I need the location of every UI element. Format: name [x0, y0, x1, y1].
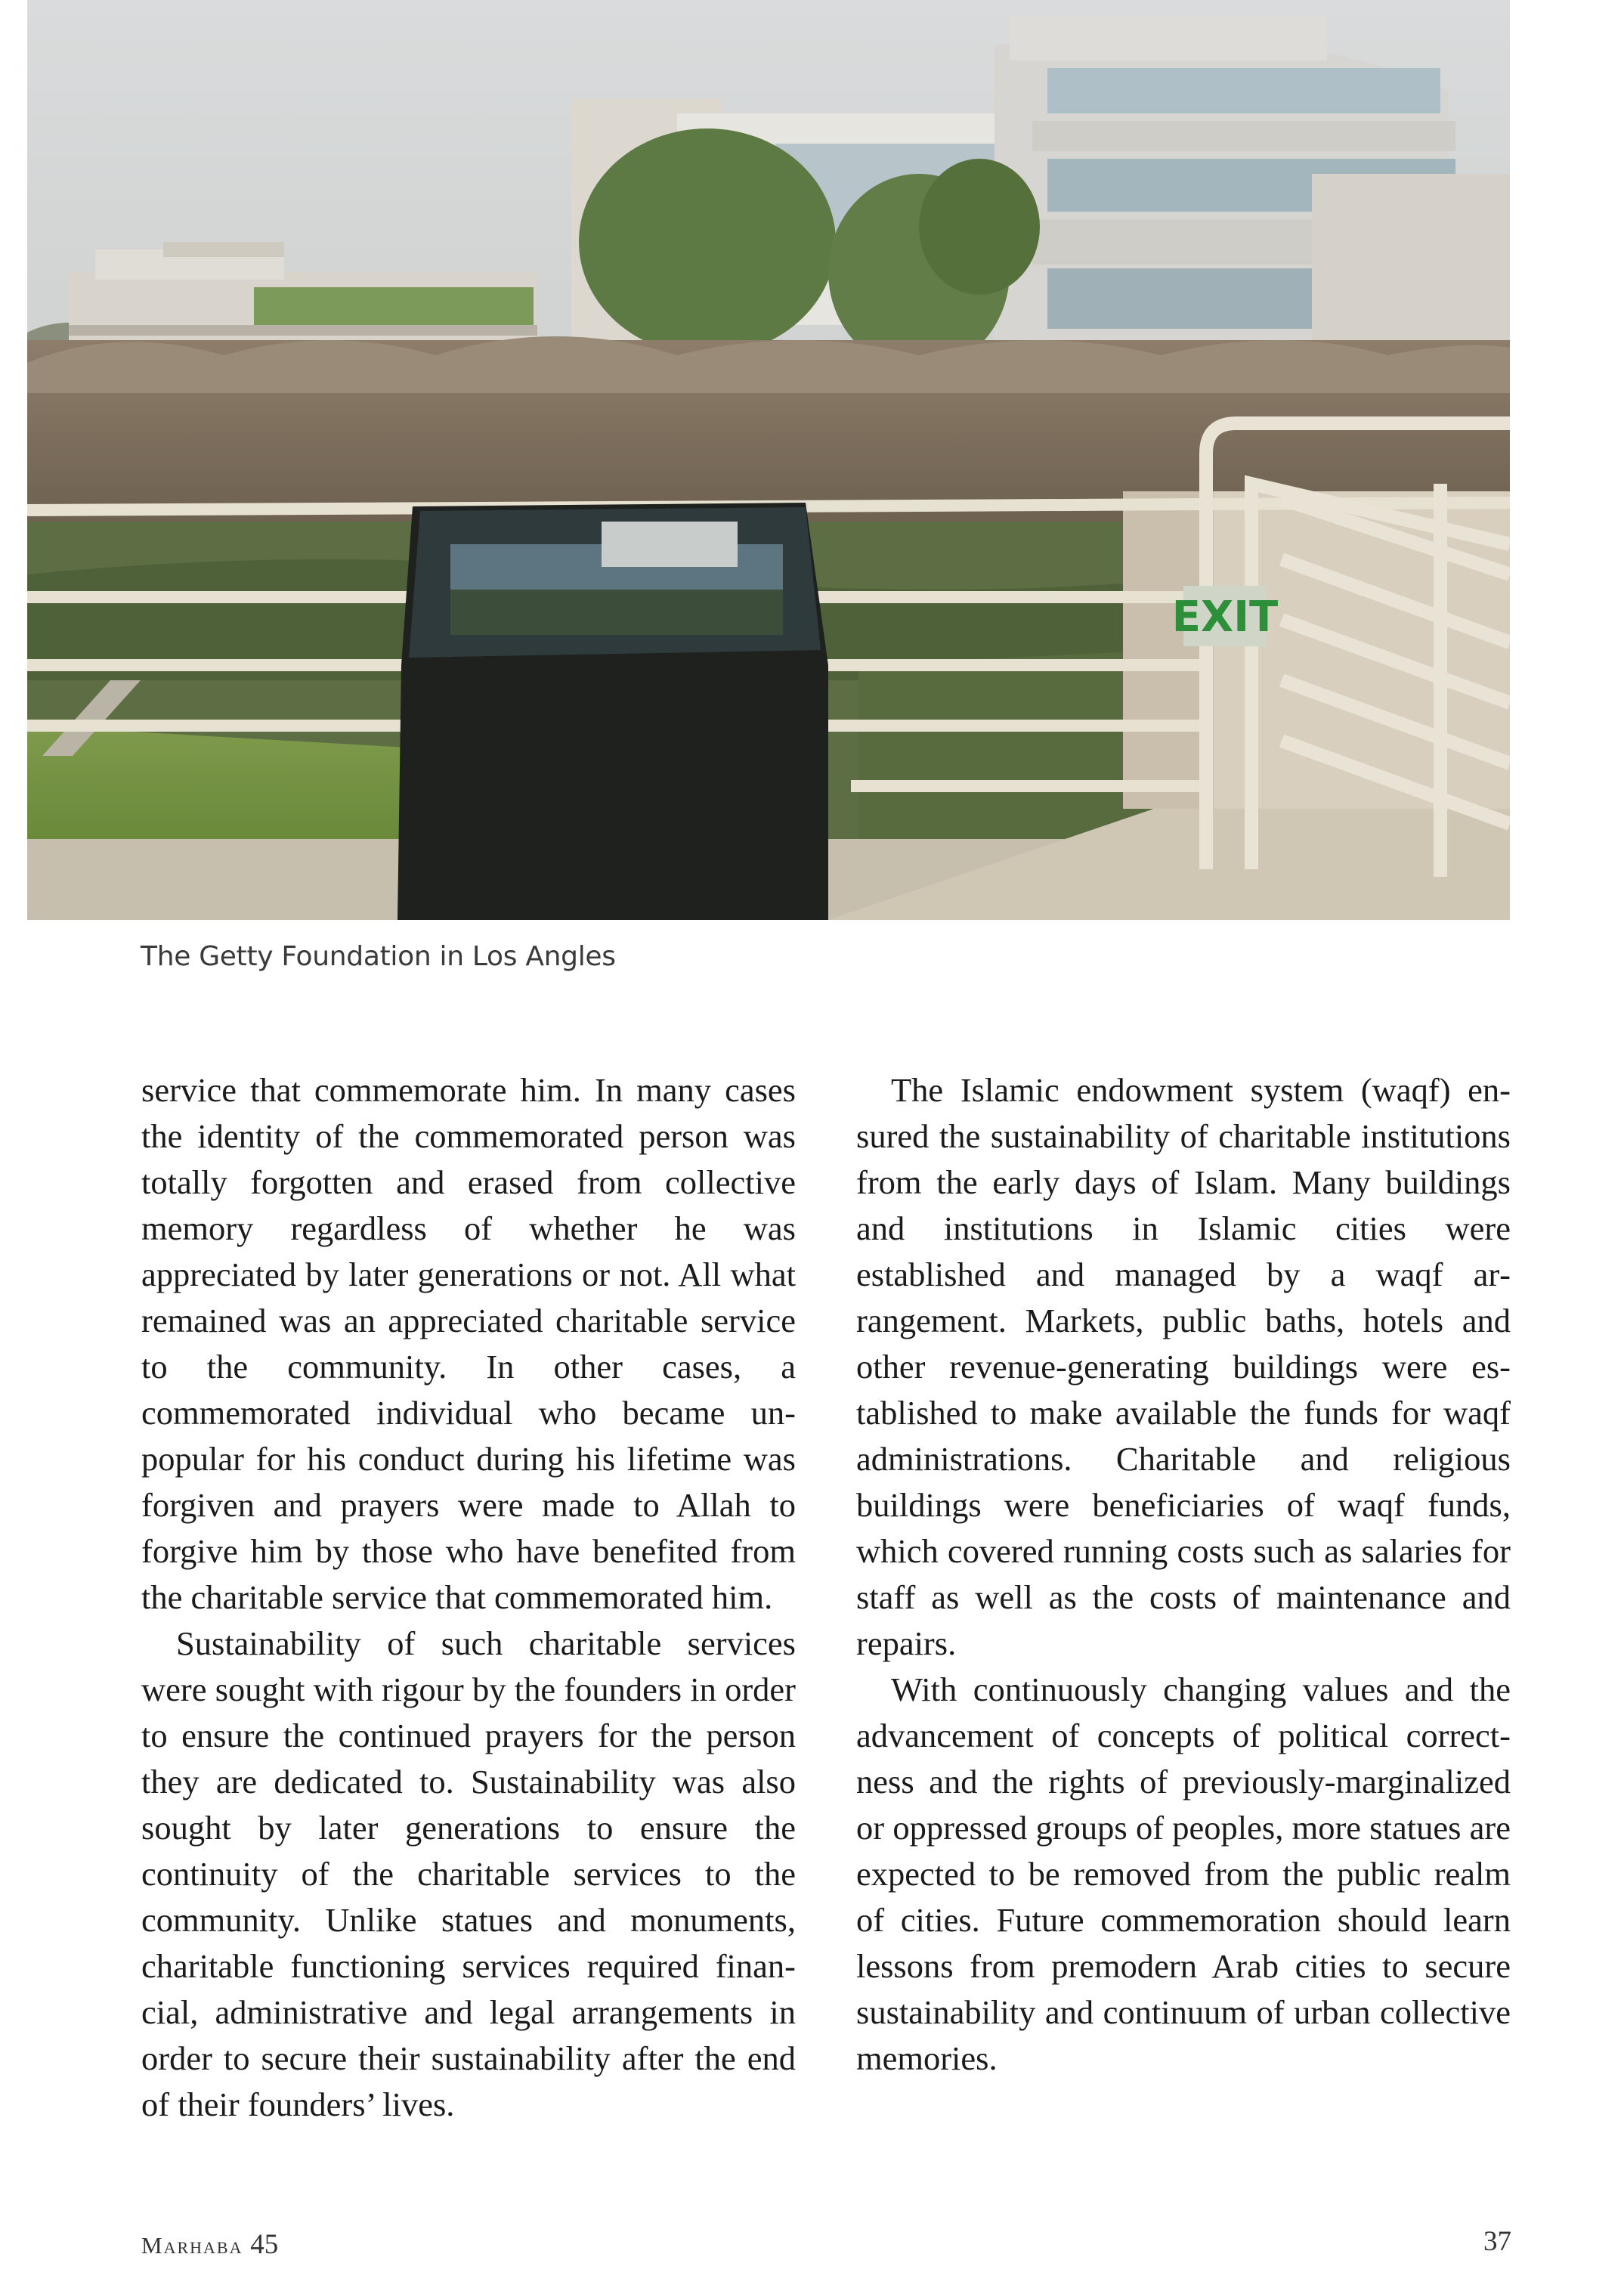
- exit-sign: [1172, 586, 1278, 646]
- page-number: 37: [1483, 2226, 1511, 2257]
- exit-sign-text: EXIT: [1171, 593, 1279, 642]
- text-column-right: [856, 1067, 1511, 2082]
- paragraph: service that commemorate him. In many cases the identity of the commemorated person was totally forgotten and erased from collective memory regardless of whether he was appreciated by later generations or not. All what remained was an appreciated charitable service to the community. In other cases, a commemorated individual who became unpopular for his conduct during his lifetime was forgiven and prayers were made to Allah to forgive him by those who have benefited from the charitable service that commemorated him.: [141, 1071, 796, 1616]
- paragraph: Sustainability of such charitable services were sought with rigour by the founders in order to ensure the continued prayers for the person they are dedicated to. Sustainability was also sought by later generations to ensure the continuity of the charitable services to the community. Unlike statues and monuments, charitable functioning services required financial, administrative and legal arrangements in order to secure their sustainability after the end of their founders’ lives.: [141, 1624, 796, 2123]
- paragraph: The Islamic endowment system (waqf) ensured the sustainability of charitable institutions from the early days of Islam. Many buildings and institutions in Islamic cities were established and managed by a waqf arrangement. Markets, public baths, hotels and other revenue-generating buildings were established to make available the funds for waqf administrations. Charitable and religious buildings were beneficiaries of waqf funds, which covered running costs such as salaries for staff as well as the costs of maintenance and repairs.: [856, 1071, 1511, 1662]
- paragraph: With continuously changing values and the advancement of concepts of political correctness and the rights of previously-marginalized or oppressed groups of peoples, more statues are expected to be removed from the public realm of cities. Future commemoration should learn lessons from premodern Arab cities to secure sustainability and continuum of urban collective memories.: [856, 1670, 1511, 2077]
- issue-number: 45: [250, 2229, 279, 2260]
- getty-foundation-photo: [27, 0, 1510, 920]
- photo-caption: The Getty Foundation in Los Angles: [141, 941, 616, 972]
- text-column-left: [141, 1067, 796, 2128]
- magazine-footer: [141, 2228, 278, 2261]
- magazine-name: Marhaba: [141, 2232, 243, 2259]
